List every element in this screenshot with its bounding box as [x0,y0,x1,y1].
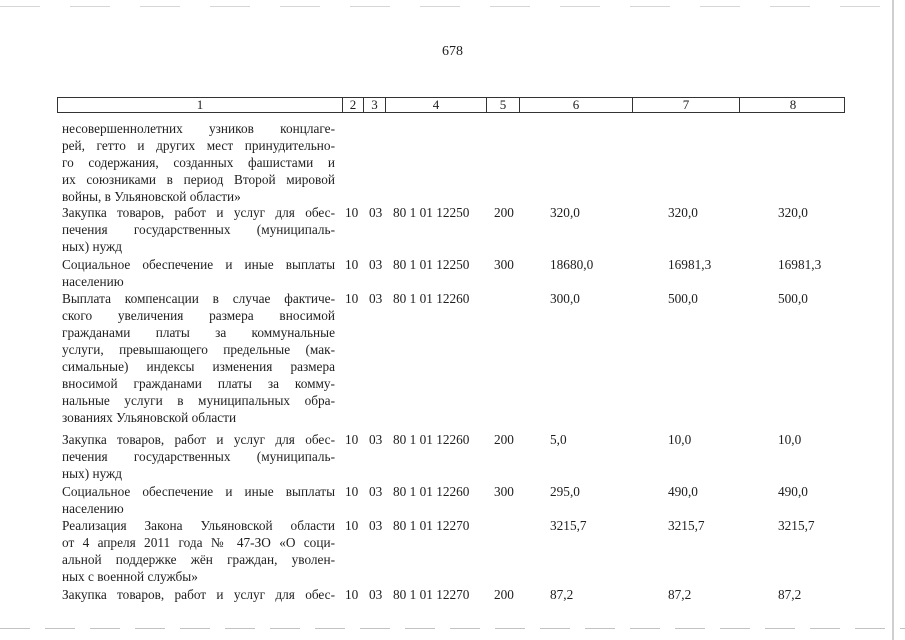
description-line: от 4 апреля 2011 года № 47-ЗО «О соци- [62,535,335,550]
table-row [0,586,905,603]
cell-v2: 320,0 [668,205,698,220]
cell-vr: 300 [494,257,514,272]
row-description [62,483,335,517]
table-column-header [57,97,845,113]
cell-v2: 16981,3 [668,257,712,272]
cell-v2: 500,0 [668,291,698,306]
description-line: их союзниками в период Второй мировой [62,172,335,187]
description-line: симальные) индексы изменения размера [62,359,335,374]
row-description [62,204,335,255]
cell-pr: 03 [369,205,383,220]
row-description [62,290,335,426]
header-col-6: 6 [520,98,633,112]
cell-v3: 3215,7 [778,518,815,533]
header-col-2: 2 [343,98,364,112]
cell-rz: 10 [345,205,359,220]
cell-rz: 10 [345,291,359,306]
cell-csr: 80 1 01 12270 [393,518,470,533]
scan-artifact-top [0,6,905,7]
cell-vr: 200 [494,205,514,220]
cell-v1: 18680,0 [550,257,594,272]
cell-csr: 80 1 01 12250 [393,205,470,220]
description-line: го содержания, созданных фашистами и [62,155,335,170]
header-col-3: 3 [364,98,386,112]
description-line: услуги, превышающего предельные (мак- [62,342,335,357]
cell-pr: 03 [369,587,383,602]
row-description [62,256,335,290]
cell-vr: 200 [494,587,514,602]
table-row [0,517,905,585]
description-line: населению [62,501,124,516]
description-line: Закупка товаров, работ и услуг для обес- [62,432,335,447]
cell-v1: 320,0 [550,205,580,220]
cell-csr: 80 1 01 12260 [393,291,470,306]
row-description [62,517,335,585]
description-line: печения государственных (муниципаль- [62,449,335,464]
header-col-7: 7 [633,98,740,112]
table-row [0,290,905,426]
row-description [62,431,335,482]
description-line: Социальное обеспечение и иные выплаты [62,257,335,272]
description-line: ных с военной службы» [62,569,198,584]
row-description [62,120,335,205]
header-col-4: 4 [386,98,487,112]
table-row [0,483,905,517]
cell-v2: 87,2 [668,587,692,602]
description-line: Социальное обеспечение и иные выплаты [62,484,335,499]
cell-v3: 500,0 [778,291,808,306]
cell-vr: 200 [494,432,514,447]
page-number: 678 [442,44,463,59]
description-line: Закупка товаров, работ и услуг для обес- [62,587,335,602]
cell-v3: 87,2 [778,587,802,602]
cell-v2: 490,0 [668,484,698,499]
cell-v3: 320,0 [778,205,808,220]
header-col-1: 1 [58,98,343,112]
table-row [0,256,905,290]
cell-vr: 300 [494,484,514,499]
cell-csr: 80 1 01 12270 [393,587,470,602]
table-row [0,431,905,482]
cell-pr: 03 [369,257,383,272]
description-line: населению [62,274,124,289]
description-line: альной поддержке жён граждан, уволен- [62,552,335,567]
description-line: ных) нужд [62,239,122,254]
description-line: гражданами платы за коммунальные [62,325,335,340]
header-col-5: 5 [487,98,520,112]
description-line: войны, в Ульяновской области» [62,189,241,204]
description-line: ных) нужд [62,466,122,481]
cell-v1: 3215,7 [550,518,587,533]
description-line: печения государственных (муниципаль- [62,222,335,237]
cell-pr: 03 [369,484,383,499]
description-line: рей, гетто и других мест принудительно- [62,138,335,153]
cell-csr: 80 1 01 12260 [393,432,470,447]
cell-rz: 10 [345,587,359,602]
cell-rz: 10 [345,484,359,499]
description-line: нальные услуги в муниципальных обра- [62,393,335,408]
cell-rz: 10 [345,518,359,533]
cell-v3: 16981,3 [778,257,822,272]
cell-csr: 80 1 01 12250 [393,257,470,272]
description-line: Выплата компенсации в случае фактиче- [62,291,335,306]
row-description [62,586,335,603]
scan-artifact-bottom [0,628,905,629]
cell-pr: 03 [369,518,383,533]
description-line: Закупка товаров, работ и услуг для обес- [62,205,335,220]
description-line: ского увеличения размера вносимой [62,308,335,323]
cell-rz: 10 [345,432,359,447]
cell-v3: 10,0 [778,432,802,447]
cell-v3: 490,0 [778,484,808,499]
cell-v2: 3215,7 [668,518,705,533]
cell-pr: 03 [369,432,383,447]
cell-pr: 03 [369,291,383,306]
cell-csr: 80 1 01 12260 [393,484,470,499]
description-line: Реализация Закона Ульяновской области [62,518,335,533]
description-line: несовершеннолетних узников концлаге- [62,121,335,136]
description-line: вносимой гражданами платы за комму- [62,376,335,391]
cell-v2: 10,0 [668,432,692,447]
cell-v1: 300,0 [550,291,580,306]
table-row [0,120,905,205]
cell-rz: 10 [345,257,359,272]
header-col-8: 8 [789,97,797,112]
cell-v1: 5,0 [550,432,567,447]
table-row [0,204,905,255]
description-line: зованиях Ульяновской области [62,410,237,425]
cell-v1: 87,2 [550,587,574,602]
cell-v1: 295,0 [550,484,580,499]
